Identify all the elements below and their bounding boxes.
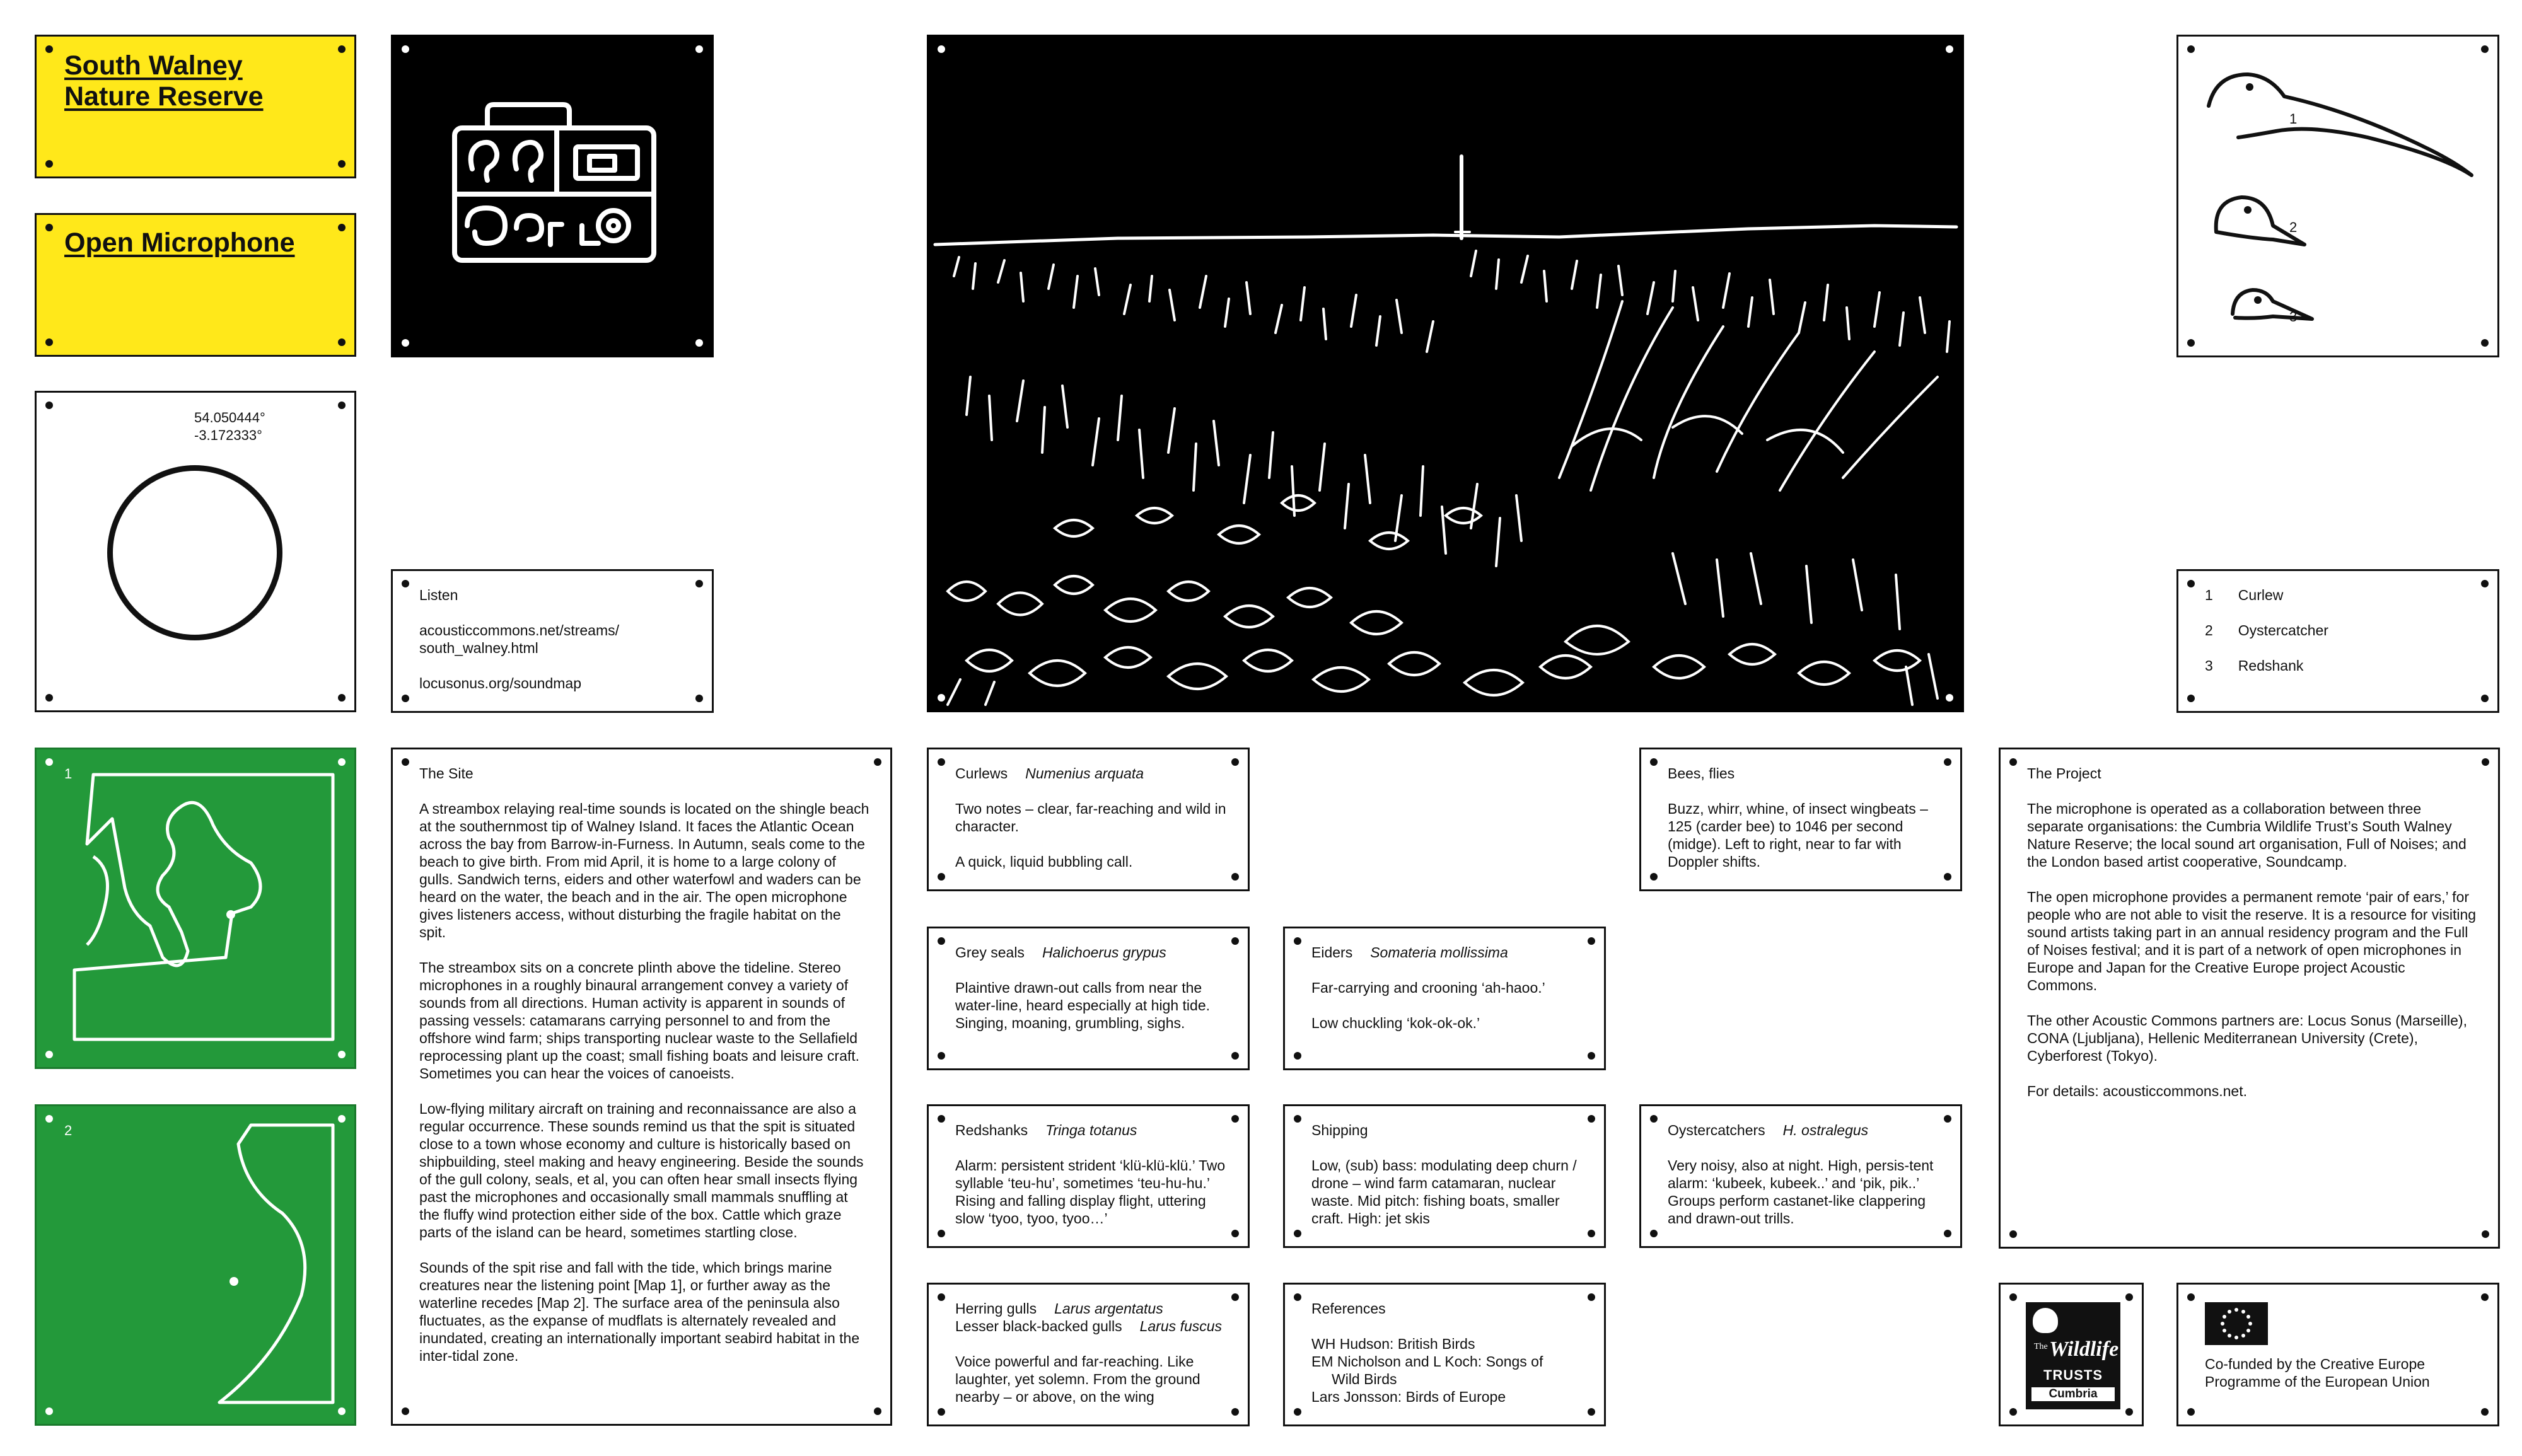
oystercatchers-plate: [1639, 1104, 1962, 1248]
legend-row-redshank: 3 Redshank: [2205, 657, 2304, 674]
references-plate: [1283, 1283, 1606, 1426]
greyseals-plate: [927, 927, 1250, 1070]
project-paragraph-1: The microphone is operated as a collaboration between three separate organisations: the Cumbria Wildlife Trust’s South Walney Nature Reserve; the local sound art organisation, Full of Noises; and the London based artist cooperative, Soundcamp.: [2027, 800, 2467, 870]
longitude: -3.172333°: [194, 427, 262, 443]
bird-heads-illustration: [2178, 37, 2497, 355]
redshanks-name: Redshanks: [955, 1122, 1028, 1138]
redshanks-text: Alarm: persistent strident ‘klü-klü-klü.’ Two syllable ‘teu-hu’, sometimes ‘teu-hu-hu.’ Rising and falling display flight, uttering slow ‘tyoo, tyoo, tyoo…’: [955, 1157, 1226, 1227]
bird-number-3: 3: [2289, 309, 2298, 325]
bees-text: Buzz, whirr, whine, of insect wingbeats – 125 (carder bee) to 1046 per second (midge). Left to right, near to far with Doppler shifts.: [1668, 800, 1928, 870]
herringgulls-name: Herring gulls: [955, 1300, 1037, 1317]
site-plate: [391, 748, 892, 1426]
map-1-shoreline: [37, 749, 354, 1067]
map-2-shoreline: [37, 1106, 354, 1424]
latitude: 54.050444°: [194, 410, 265, 425]
title-plate-reserve: [35, 35, 356, 178]
map-plate-1: [35, 748, 356, 1069]
eu-funding-line2: Programme of the European Union: [2205, 1373, 2430, 1390]
curlews-plate: [927, 748, 1250, 891]
wildlife-trusts-logo: The Wildlife TRUSTS Cumbria: [2026, 1302, 2120, 1409]
bird-heads-plate: [2176, 35, 2499, 357]
eiders-name: Eiders: [1311, 944, 1353, 961]
references-heading: References: [1311, 1300, 1386, 1317]
shipping-text: Low, (sub) bass: modulating deep churn / drone – wind farm catamaran, nuclear waste. Mid pitch: fishing boats, smaller craft. High: jet skis: [1311, 1157, 1577, 1227]
streambox-icon: [393, 37, 716, 359]
site-paragraph-1: A streambox relaying real-time sounds is located on the shingle beach at the southernmost tip of Walney Island. It faces the Atlantic Ocean across the bay from Barrow-in-Furness. In Autumn, seals come to the beach to give birth. From mid April, it is home to a large colony of gulls. Sandwich terns, eiders and other waterfowl and waders can be heard on the water, the beach and in the air. The open microphone gives listeners access, without disturbing the fragile habitat on the spit.: [419, 800, 869, 940]
project-paragraph-3: The other Acoustic Commons partners are: Locus Sonus (Marseille), CONA (Ljubljana), Hellenic Mediterranean University (Crete), Cyberforest (Tokyo).: [2027, 1012, 2467, 1064]
project-heading: The Project: [2027, 765, 2101, 782]
landscape-plate: [927, 35, 1964, 712]
stream-url-line2[interactable]: south_walney.html: [419, 640, 538, 656]
shipping-name: Shipping: [1311, 1122, 1368, 1138]
curlews-latin: Numenius arquata: [1025, 765, 1144, 782]
greyseals-text: Plaintive drawn-out calls from near the water-line, heard especially at high tide. Singing, moaning, grumbling, sighs.: [955, 979, 1211, 1031]
coordinates-plate: [35, 391, 356, 712]
site-paragraph-4: Sounds of the spit rise and fall with the tide, which brings marine creatures near the listening point [Map 1], or further away as the waterline recedes [Map 2]. The surface area of the peninsula also fluctuates, as the expanse of mudflats is alternately revealed and inundated, creating an internationally important seabird habitat in the inter-tidal zone.: [419, 1259, 860, 1364]
listen-heading: Listen: [419, 587, 458, 603]
bird-number-2: 2: [2289, 219, 2298, 235]
redshanks-latin: Tringa totanus: [1045, 1122, 1137, 1138]
site-paragraph-3: Low-flying military aircraft on training and reconnaissance are also a regular occurrence. These sounds remind us that the spit is situated close to a town whose economy and culture is historically based on shipbuilding, steel making and heavy engineering. Beside the sounds of the gull colony, seals, et al, you can often hear small insects flying past the microphones and occasionally small mammals snuffling at the fluffy wind protection either side of the box. Cattle which graze parts of the island can be heard, sometimes startling close.: [419, 1101, 864, 1240]
shipping-plate: [1283, 1104, 1606, 1248]
oystercatchers-text: Very noisy, also at night. High, persis-tent alarm: ‘kubeek, kubeek..’ and ‘pik, pik..’ Groups perform castanet-like clappering and drawn-out trills.: [1668, 1157, 1934, 1227]
site-paragraph-2: The streambox sits on a concrete plinth above the tideline. Stereo microphones in a roughly binaural arrangement convey a variety of sounds from all directions. Human activity is apparent in sounds of passing vessels: catamarans carrying personnel to and from the offshore wind farm; ships transporting nuclear waste to the Sellafield reprocessing plant up the coast; small fishing boats and leisure craft. Sometimes you can hear the voices of canoeists.: [419, 959, 860, 1082]
eu-funding-plate: [2176, 1283, 2499, 1426]
herringgulls-plate: [927, 1283, 1250, 1426]
microphone-title: Open Microphone: [64, 228, 295, 258]
site-heading: The Site: [419, 765, 474, 782]
project-paragraph-4: For details: acousticcommons.net.: [2027, 1083, 2247, 1099]
curlews-text-1: Two notes – clear, far-reaching and wild in character.: [955, 800, 1226, 835]
bird-number-1: 1: [2289, 111, 2298, 127]
curlews-name: Curlews: [955, 765, 1008, 782]
legend-row-oystercatcher: 2 Oystercatcher: [2205, 622, 2328, 638]
oystercatchers-name: Oystercatchers: [1668, 1122, 1765, 1138]
greyseals-name: Grey seals: [955, 944, 1025, 961]
legend-row-curlew: 1 Curlew: [2205, 587, 2284, 603]
eiders-latin: Somateria mollissima: [1370, 944, 1508, 961]
beach-landscape-illustration: [929, 37, 1962, 710]
location-circle: [107, 465, 282, 640]
oystercatchers-latin: H. ostralegus: [1782, 1122, 1869, 1138]
title-plate-microphone: [35, 213, 356, 357]
project-plate: [1999, 748, 2500, 1249]
curlews-text-2: A quick, liquid bubbling call.: [955, 853, 1133, 870]
reference-2: EM Nicholson and L Koch: Songs of: [1311, 1353, 1543, 1370]
herringgulls-latin: Larus argentatus: [1054, 1300, 1163, 1317]
herringgulls-text: Voice powerful and far-reaching. Like laughter, yet solemn. From the ground nearby – or above, on the wing: [955, 1353, 1200, 1405]
greyseals-latin: Halichoerus grypus: [1042, 944, 1166, 961]
reference-3: Lars Jonsson: Birds of Europe: [1311, 1389, 1506, 1405]
eu-flag-icon: [2205, 1302, 2268, 1345]
streambox-icon-plate: [391, 35, 714, 357]
map-number-1: 1: [64, 766, 73, 782]
wildlife-trusts-plate: [1999, 1283, 2144, 1426]
lbbgulls-name: Lesser black-backed gulls: [955, 1318, 1122, 1334]
map-number-2: 2: [64, 1123, 73, 1138]
reference-2b: Wild Birds: [1332, 1371, 1397, 1387]
project-paragraph-2: The open microphone provides a permanent remote ‘pair of ears,’ for people who are not able to visit the reserve. It is a resource for visiting sound artists taking part in an annual residency program and the Full of Noises festival; and it is part of a network of open microphones in Europe and Japan for the Creative Europe project Acoustic Commons.: [2027, 889, 2477, 993]
redshanks-plate: [927, 1104, 1250, 1248]
bird-legend-plate: [2176, 569, 2499, 713]
listen-plate: [391, 569, 714, 713]
lbbgulls-latin: Larus fuscus: [1139, 1318, 1223, 1334]
bees-name: Bees, flies: [1668, 765, 1735, 782]
bees-plate: [1639, 748, 1962, 891]
soundmap-url[interactable]: locusonus.org/soundmap: [419, 675, 581, 691]
reserve-title: South Walney Nature Reserve: [64, 50, 264, 112]
stream-url-line1[interactable]: acousticcommons.net/streams/: [419, 622, 620, 638]
map-plate-2: [35, 1104, 356, 1426]
eiders-text-2: Low chuckling ‘kok-ok-ok.’: [1311, 1015, 1480, 1031]
eu-funding-line1: Co-funded by the Creative Europe: [2205, 1356, 2426, 1372]
eiders-plate: [1283, 927, 1606, 1070]
eiders-text-1: Far-carrying and crooning ‘ah-haoo.’: [1311, 979, 1545, 996]
reference-1: WH Hudson: British Birds: [1311, 1336, 1475, 1352]
